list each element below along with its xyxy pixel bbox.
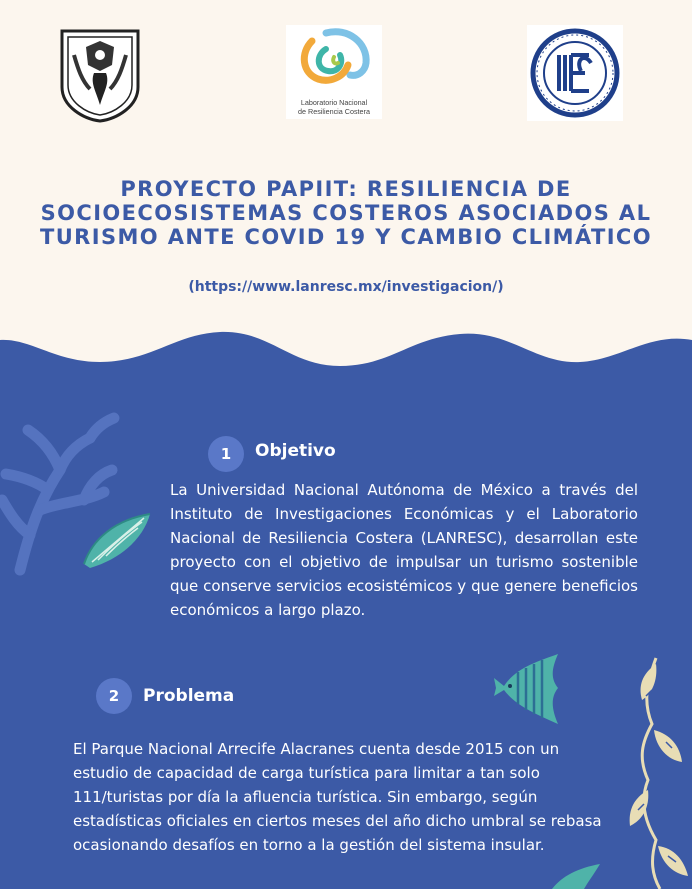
- lanresc-logo-text-1: Laboratorio Nacional: [300, 98, 368, 107]
- section-heading-problema: Problema: [143, 686, 235, 706]
- unam-seal-icon: [56, 25, 144, 123]
- seashell-icon: [78, 510, 158, 572]
- seaweed-icon: [612, 650, 692, 889]
- angelfish-icon: [492, 648, 570, 728]
- lanresc-logo-text-2: de Resiliencia Costera: [298, 107, 370, 116]
- section-heading-objetivo: Objetivo: [255, 441, 336, 461]
- lanresc-logo: [286, 25, 382, 119]
- fish-tail-icon: [548, 862, 608, 889]
- page-title: PROYECTO PAPIIT: RESILIENCIA DE SOCIOECOSISTEMAS COSTEROS ASOCIADOS AL TURISMO ANTE COVID 19 Y CAMBIO CLIMÁTICO: [40, 177, 652, 249]
- section-text-objetivo: La Universidad Nacional Autónoma de México a través del Instituto de Investigaciones Económicas y el Laboratorio Nacional de Resiliencia Costera (LANRESC), desarrollan este proyecto con el objetivo de impulsar un turismo sostenible que conserve servicios ecosistémicos y que genere beneficios económicos a largo plazo.: [170, 481, 638, 619]
- wave-swirl-icon: [286, 25, 382, 97]
- unam-logo: [56, 25, 144, 123]
- iiec-seal-icon: [527, 25, 623, 121]
- step-number-2: 2: [96, 678, 132, 714]
- project-url-link[interactable]: (https://www.lanresc.mx/investigacion/): [188, 279, 504, 295]
- iiec-logo: [527, 25, 623, 121]
- step-number-1: 1: [208, 436, 244, 472]
- section-text-problema: El Parque Nacional Arrecife Alacranes cuenta desde 2015 con un estudio de capacidad de carga turística para limitar a tan solo 111/turistas por día la afluencia turística. Sin embargo, según estadísticas oficiales en ciertos meses del año dicho umbral se rebasa ocasionando desafíos en torno a la gestión del sistema insular.: [73, 740, 602, 854]
